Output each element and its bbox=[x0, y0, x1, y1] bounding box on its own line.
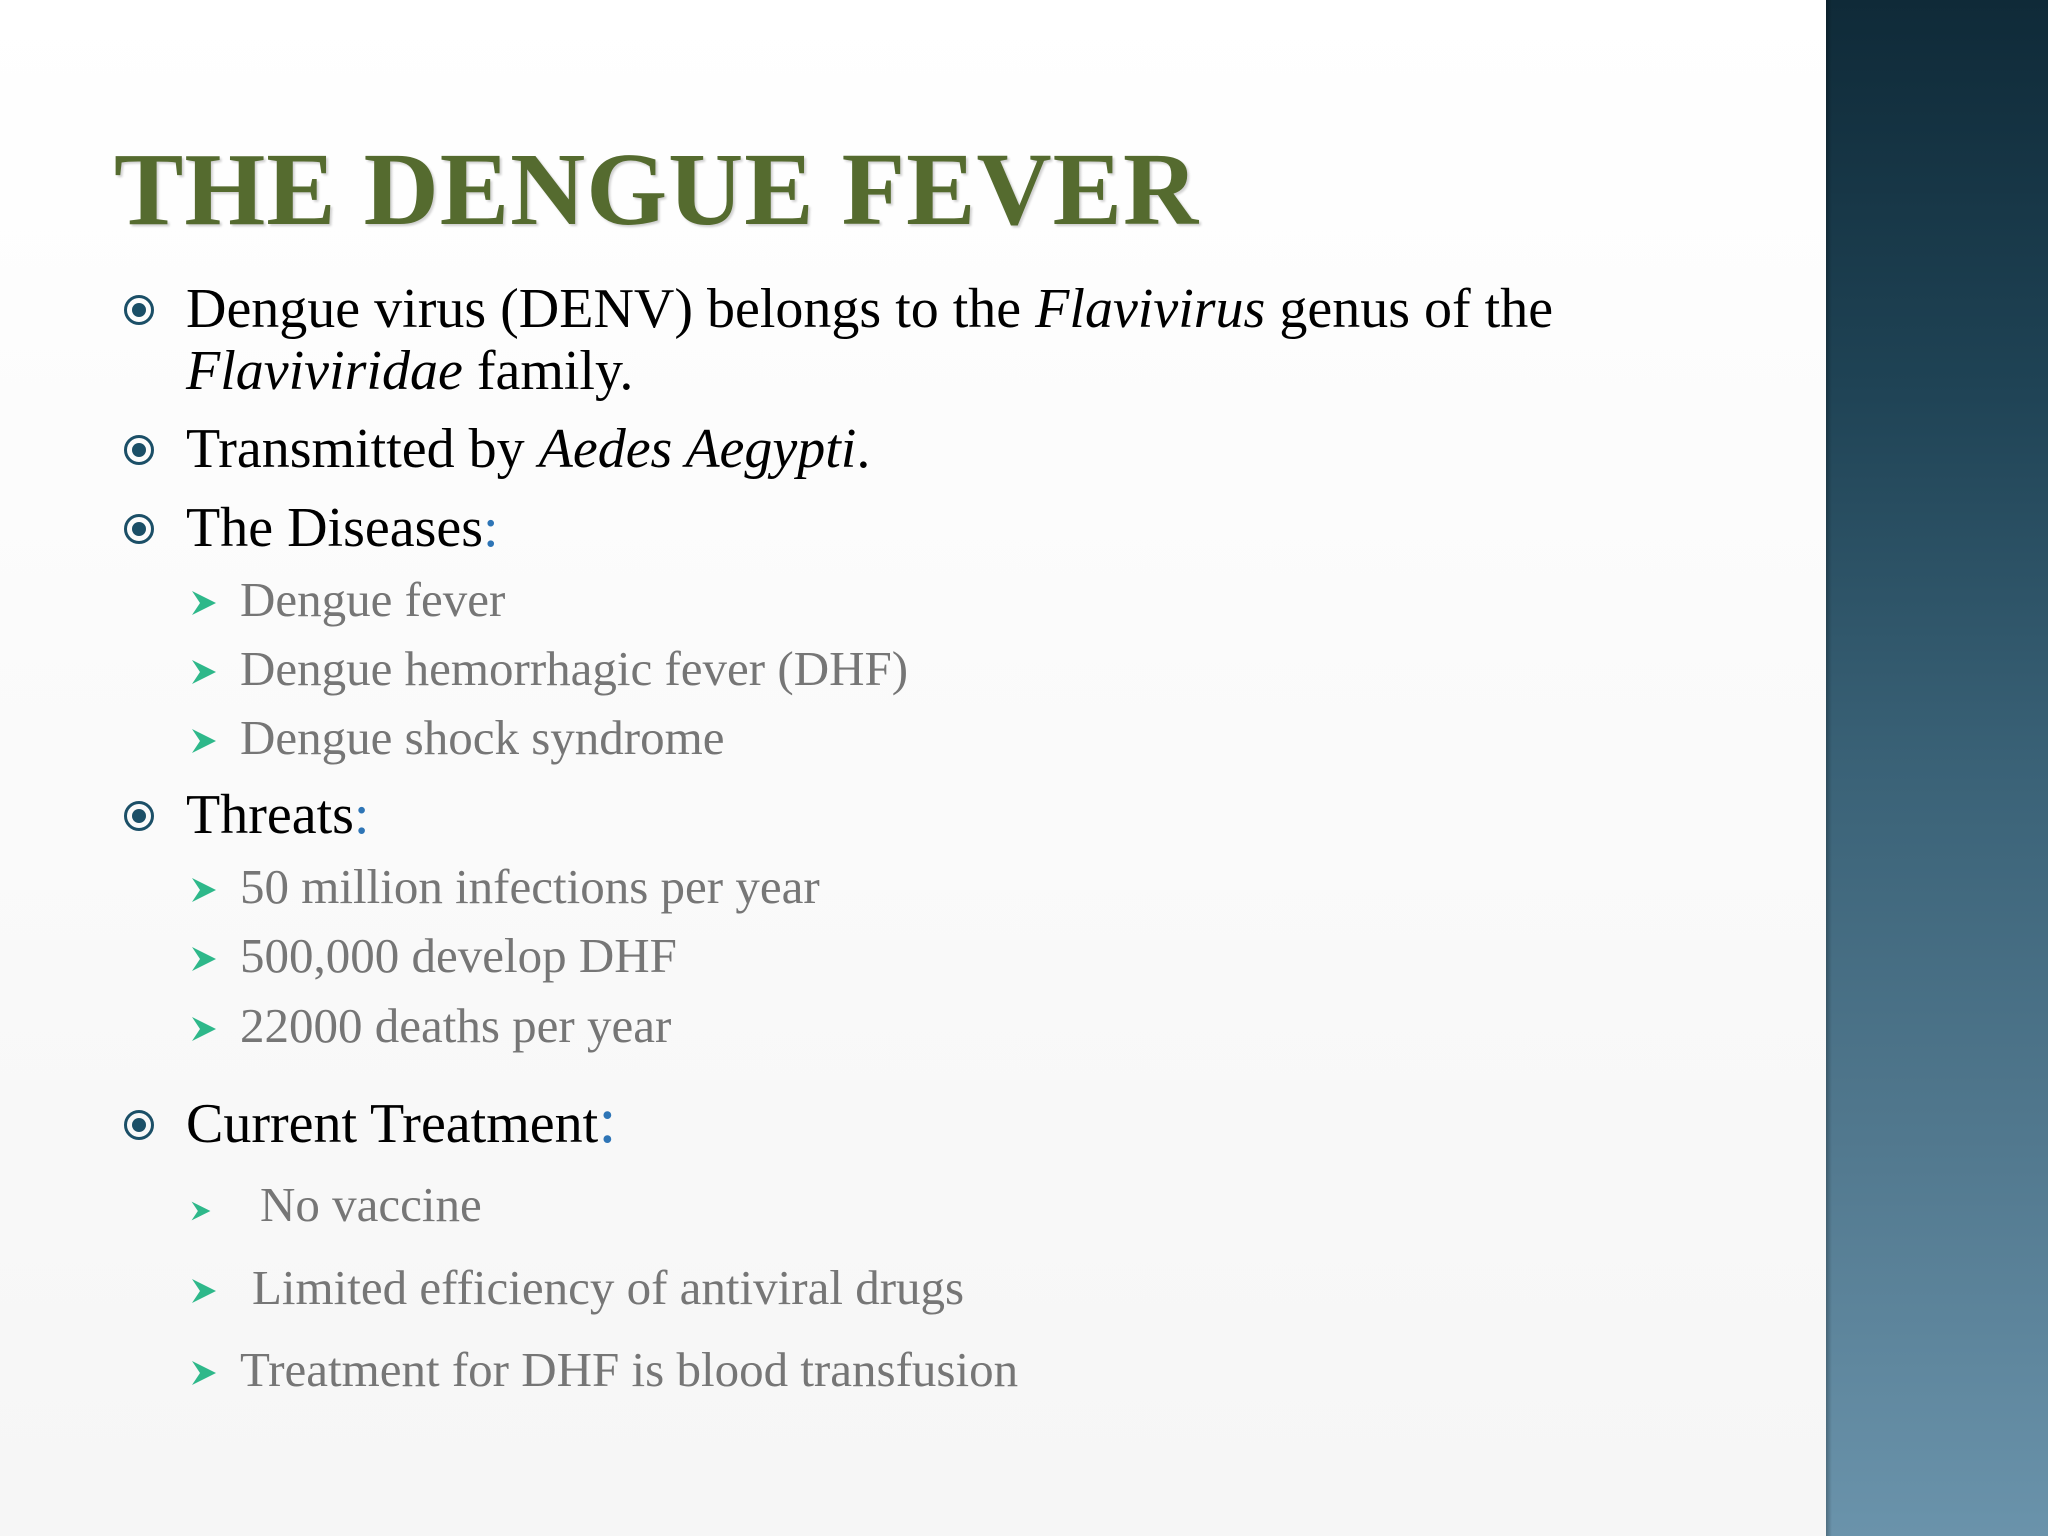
circled-dot-icon bbox=[124, 295, 154, 325]
threat-text: 50 million infections per year bbox=[240, 859, 820, 914]
circled-dot-icon bbox=[124, 435, 154, 465]
slide-title: THE DENGUE FEVER bbox=[114, 132, 1200, 247]
arrowhead-icon bbox=[190, 726, 218, 756]
arrowhead-icon bbox=[190, 1014, 218, 1044]
arrowhead-icon bbox=[190, 1199, 212, 1223]
arrowhead-icon bbox=[190, 875, 218, 905]
colon: : bbox=[483, 497, 499, 559]
colon: : bbox=[598, 1084, 617, 1157]
denv-text-part: genus of the bbox=[1265, 278, 1554, 340]
circled-dot-icon bbox=[124, 1110, 154, 1140]
treatment-text: No vaccine bbox=[260, 1177, 482, 1232]
threat-text: 22000 deaths per year bbox=[240, 998, 672, 1053]
threat-text: 500,000 develop DHF bbox=[240, 928, 677, 983]
treatment-text: Limited efficiency of antiviral drugs bbox=[252, 1260, 965, 1315]
circled-dot-icon bbox=[124, 514, 154, 544]
circled-dot-icon bbox=[124, 801, 154, 831]
bullet-diseases-text bbox=[186, 497, 499, 559]
transmitted-text-part: . bbox=[856, 418, 871, 480]
arrowhead-icon bbox=[190, 1276, 218, 1306]
vector-species: Aedes Aegypti bbox=[538, 418, 857, 480]
bullet-denv-text bbox=[186, 278, 1553, 402]
arrowhead-icon bbox=[190, 657, 218, 687]
bullet-threats-text bbox=[186, 784, 369, 846]
bullet-transmitted-text bbox=[186, 418, 870, 480]
treatment-text: Treatment for DHF is blood transfusion bbox=[240, 1342, 1019, 1397]
denv-genus: Flavivirus bbox=[1035, 278, 1266, 340]
treatment-label: Current Treatment bbox=[186, 1093, 599, 1155]
diseases-label: The Diseases bbox=[186, 497, 484, 559]
arrowhead-icon bbox=[190, 1358, 218, 1388]
denv-family: Flaviviridae bbox=[186, 340, 463, 402]
colon: : bbox=[353, 784, 370, 846]
disease-text: Dengue shock syndrome bbox=[240, 710, 725, 765]
denv-text-part: family. bbox=[462, 340, 634, 402]
disease-text: Dengue fever bbox=[240, 572, 506, 627]
arrowhead-icon bbox=[190, 944, 218, 974]
denv-text-part: Dengue virus (DENV) belongs to the bbox=[186, 278, 1036, 340]
arrowhead-icon bbox=[190, 588, 218, 618]
threats-label: Threats bbox=[186, 784, 354, 846]
disease-text: Dengue hemorrhagic fever (DHF) bbox=[240, 641, 909, 696]
bullet-treatment-text bbox=[186, 1084, 617, 1157]
side-decoration-panel bbox=[1826, 0, 2048, 1536]
transmitted-text-part: Transmitted by bbox=[186, 418, 539, 480]
